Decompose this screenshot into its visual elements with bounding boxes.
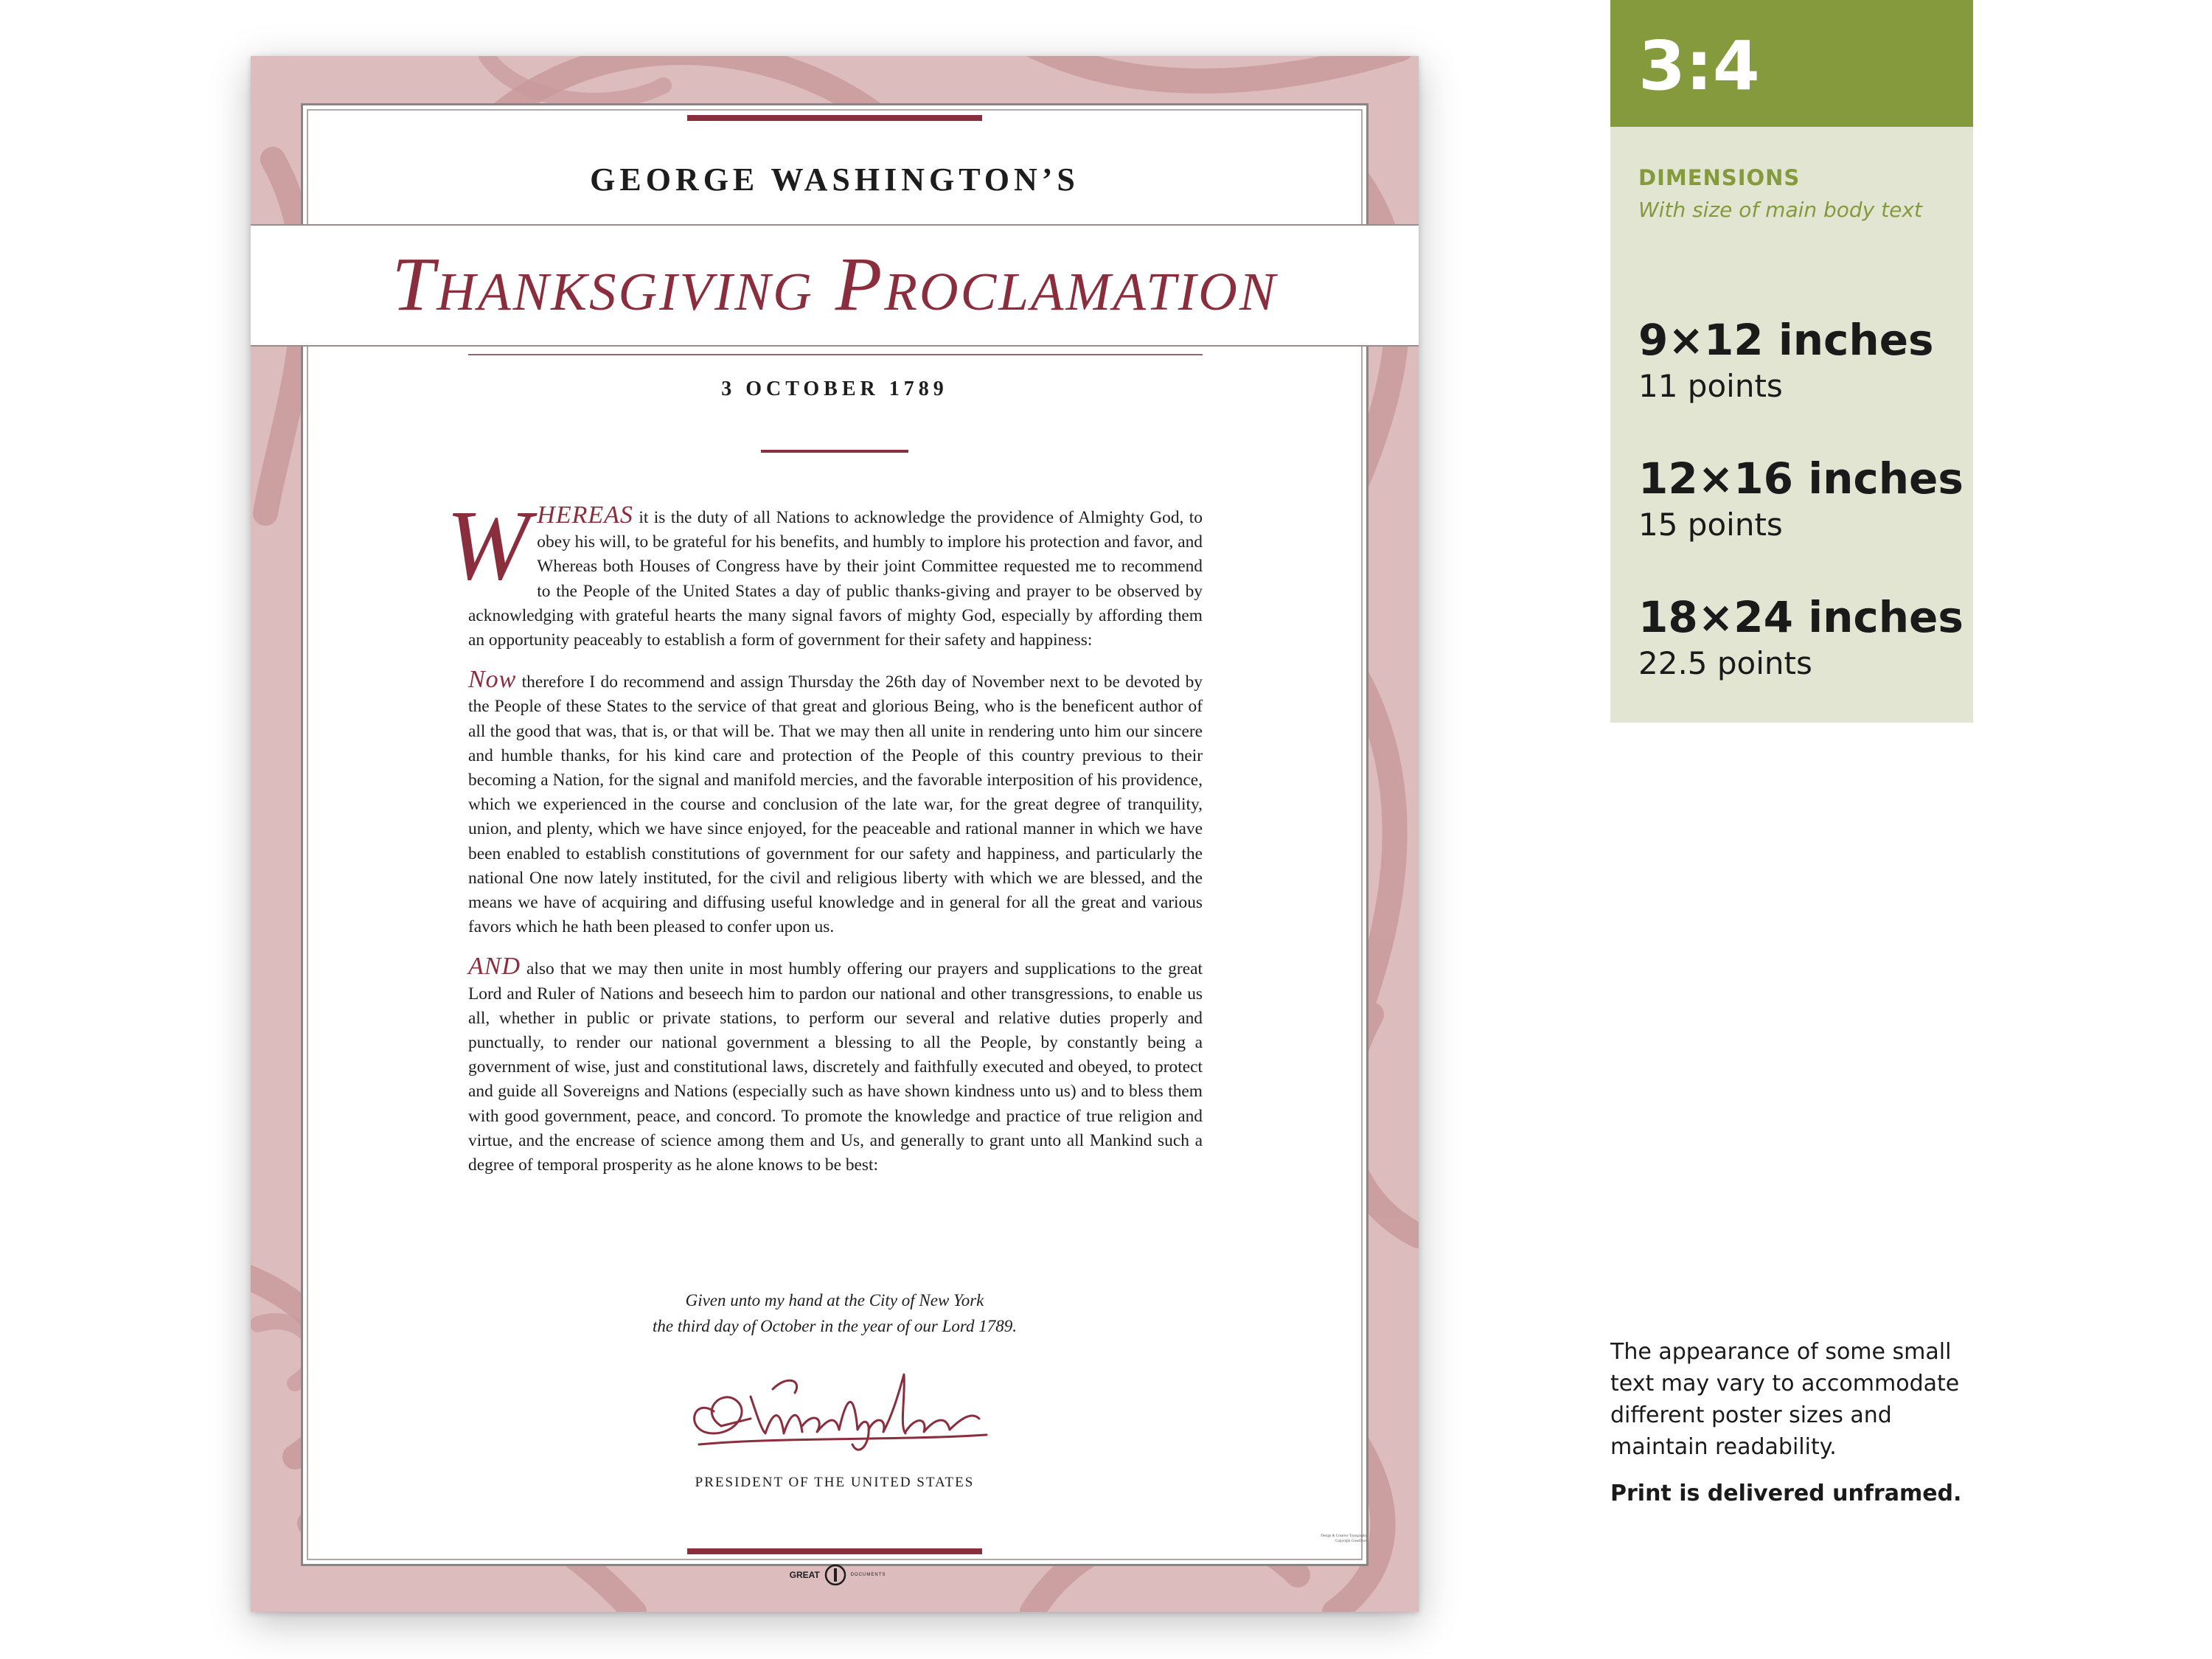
proclamation-body (446, 490, 1203, 1192)
date-rule (761, 450, 908, 453)
paragraph-text: therefore I do recommend and assign Thursday the 26th day of November next to be devoted by the People of these States to the service of that great and glorious Being, who is the beneficent author of all the good that was, that is, or that will be. That we may then all unite in rendering unto him our sincere and humble thanks, for his kind care and protection of the People of this country previous to their becoming a Nation, for the signal and manifold mercies, and the favorable interposition of his providence, which we experienced in the course and conclusion of the late war, for the great degree of tranquility, union, and plenty, which we have since enjoyed, for the peaceable and rational manner in which we have been enabled to establish constitutions of government for our safety and happiness, and particularly the national One now lately instituted, for the civil and religious liberty with which we are blessed, and the means we have of acquiring and diffusing useful knowledge and in general for all the great and various favors which he hath been pleased to confer upon us. (468, 672, 1203, 937)
design-credit (1308, 1534, 1367, 1544)
dimensions-panel (1610, 0, 1973, 723)
paragraph-text: it is the duty of all Nations to acknowledge the providence of Almighty God, to obey his will, to be grateful for his benefits, and humbly to implore his protection and favor, and Whereas both Houses of Congress have by their joint Committee requested me to recommend to the People of the United States a day of public thanks-giving and prayer to be observed by acknowledging with grateful hearts the many signal favors of mighty God, especially by affording them an opportunity peaceably to establish a form of government for their safety and happiness: (468, 508, 1203, 650)
drop-cap: W (446, 490, 530, 601)
brand-left-text: GREAT (789, 1570, 820, 1580)
size-title: 18×24 inches (1638, 592, 1964, 642)
poster (251, 56, 1419, 1612)
size-option (1638, 313, 1934, 406)
bottom-accent-bar (687, 1548, 982, 1554)
paragraph-lead: AND (468, 953, 521, 981)
paragraph-and (468, 954, 1203, 1178)
brand-right-text: DOCUMENTS (850, 1573, 886, 1577)
size-points: 11 points (1638, 368, 1783, 404)
brand-logo (779, 1560, 897, 1590)
given-statement (251, 1287, 1419, 1339)
paragraph-lead: Now (468, 666, 517, 694)
appearance-note: The appearance of some small text may vary to accommodate different poster sizes and maintain readability. (1610, 1339, 1960, 1460)
poster-date: 3 OCTOBER 1789 (721, 378, 948, 400)
size-title: 9×12 inches (1638, 315, 1934, 365)
paragraph-lead: HEREAS (537, 501, 633, 529)
top-accent-bar (687, 115, 982, 121)
dimensions-subtitle: With size of main body text (1638, 198, 1922, 222)
washington-signature (669, 1367, 1001, 1470)
poster-title: Thanksgiving Proclamation (392, 242, 1278, 327)
ratio-header (1610, 0, 1973, 127)
given-line-1: Given unto my hand at the City of New York (685, 1291, 984, 1310)
given-line-2: the third day of October in the year of our Lord 1789. (652, 1317, 1018, 1335)
paragraph-now (468, 667, 1203, 939)
size-points: 15 points (1638, 507, 1783, 543)
poster-pretitle: GEORGE WASHINGTON’S (590, 161, 1079, 198)
size-option (1638, 451, 1964, 544)
paragraph-text: also that we may then unite in most humbly offering our prayers and supplications to the great Lord and Ruler of Nations and beseech him to pardon our national and other transgressions, to enable us all, whether in public or private stations, to perform our several and relative duties properly and punctually, to render our national government a blessing to all the People, by constantly being a government of wise, just and constitutional laws, discretely and faithfully executed and obeyed, to protect and guide all Sovereigns and Nations (especially such as have shown kindness unto us) and to bless them with good government, peace, and concord. To promote the knowledge and practice of true religion and virtue, and the encrease of science among them and Us, and generally to grant unto all Mankind such a degree of temporal prosperity as he alone knows to be best: (468, 959, 1203, 1175)
paragraph-whereas (446, 490, 1203, 653)
aspect-ratio: 3:4 (1638, 27, 1760, 105)
credit-line-2: Copyright GreatDocs (1335, 1540, 1367, 1543)
brand-mark-icon (824, 1564, 846, 1586)
credit-line-1: Design & Creative Typography (1321, 1534, 1367, 1538)
title-rule (468, 354, 1203, 355)
unframed-note: Print is delivered unframed. (1610, 1481, 1962, 1506)
dimensions-label: DIMENSIONS (1638, 165, 1801, 190)
size-title: 12×16 inches (1638, 453, 1964, 504)
signature-title: PRESIDENT OF THE UNITED STATES (695, 1475, 975, 1490)
size-points: 22.5 points (1638, 645, 1812, 681)
size-option (1638, 590, 1964, 683)
